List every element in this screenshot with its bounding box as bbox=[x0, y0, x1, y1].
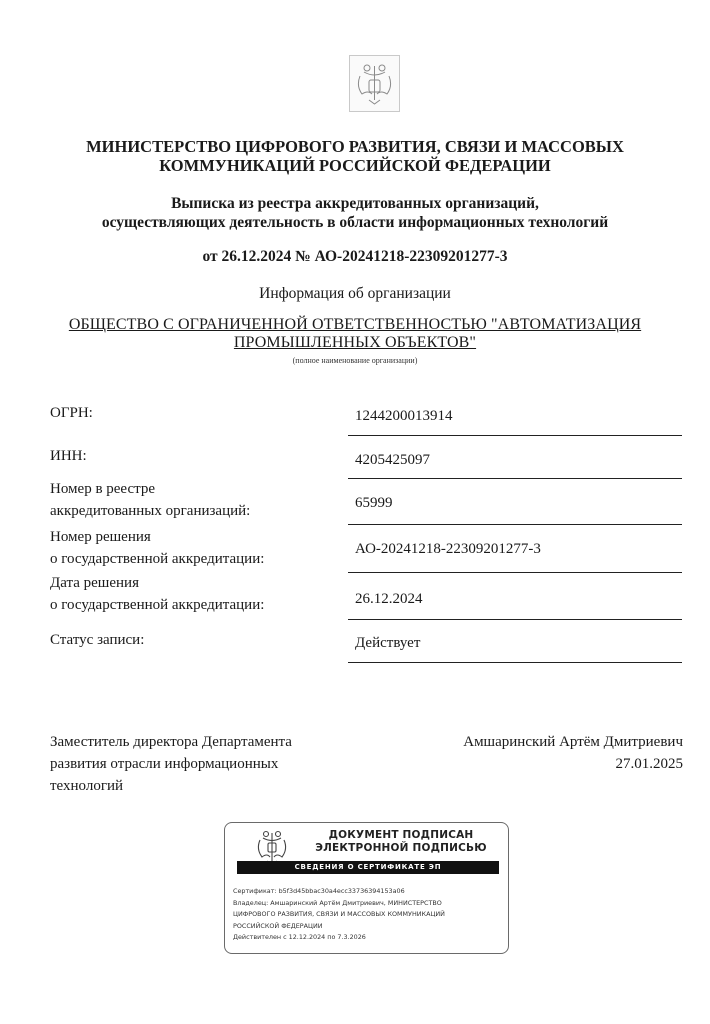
stamp-title-line-2: ЭЛЕКТРОННОЙ ПОДПИСЬЮ bbox=[315, 842, 487, 854]
organization-name-line-1: ОБЩЕСТВО С ОГРАНИЧЕННОЙ ОТВЕТСТВЕННОСТЬЮ "АВТОМАТИЗАЦИЯ bbox=[68, 316, 642, 333]
field-decision-number-label-line-2: о государственной аккредитации: bbox=[50, 551, 265, 567]
field-registry-number-label-line-1: Номер в реестре bbox=[50, 481, 156, 497]
stamp-validity: Действителен с 12.12.2024 по 7.3.2026 bbox=[233, 933, 366, 942]
field-ogrn-underline bbox=[348, 435, 682, 436]
electronic-signature-stamp bbox=[224, 822, 509, 954]
signatory-position-line-2: развития отрасли информационных bbox=[50, 756, 279, 772]
document-title-line-1: Выписка из реестра аккредитованных организаций, bbox=[171, 195, 539, 212]
stamp-owner-line-3: РОССИЙСКОЙ ФЕДЕРАЦИИ bbox=[233, 921, 323, 930]
stamp-owner-line-1: Владелец: Амшаринский Артём Дмитриевич, МИНИСТЕРСТВО bbox=[233, 898, 442, 907]
document-number: от 26.12.2024 № АО-20241218-22309201277-3 bbox=[202, 248, 508, 265]
stamp-certificate-id: Сертификат: b5f3d45bbac30a4ecc33736394153a06 bbox=[233, 887, 405, 895]
field-decision-number-label bbox=[50, 526, 264, 570]
document-title bbox=[0, 194, 710, 232]
field-inn-underline bbox=[348, 478, 682, 479]
organization-name-caption: (полное наименование организации) bbox=[292, 356, 418, 365]
field-ogrn-label: ОГРН: bbox=[50, 405, 93, 421]
field-decision-number-label-line-1: Номер решения bbox=[50, 529, 151, 545]
signatory-position-line-1: Заместитель директора Департамента bbox=[50, 734, 292, 750]
field-registry-number-label bbox=[50, 478, 250, 522]
field-registry-number-underline bbox=[348, 524, 682, 525]
stamp-owner-line-2: ЦИФРОВОГО РАЗВИТИЯ, СВЯЗИ И МАССОВЫХ КОММУНИКАЦИЙ bbox=[233, 910, 445, 919]
organization-full-name bbox=[0, 316, 710, 352]
organization-name-line-2: ПРОМЫШЛЕННЫХ ОБЪЕКТОВ" bbox=[233, 334, 477, 351]
stamp-certificate-bar: СВЕДЕНИЯ О СЕРТИФИКАТЕ ЭП bbox=[237, 861, 499, 874]
stamp-title-line-1: ДОКУМЕНТ ПОДПИСАН bbox=[328, 829, 474, 841]
signatory-position-line-3: технологий bbox=[50, 778, 124, 794]
field-decision-date-label-line-1: Дата решения bbox=[50, 575, 139, 591]
signatory-date: 27.01.2025 bbox=[615, 756, 683, 772]
field-decision-date-label-line-2: о государственной аккредитации: bbox=[50, 597, 265, 613]
field-status-underline bbox=[348, 662, 682, 663]
field-ogrn-value: 1244200013914 bbox=[355, 408, 453, 424]
field-inn-value: 4205425097 bbox=[355, 452, 430, 468]
signatory-details bbox=[463, 731, 683, 775]
field-status-label: Статус записи: bbox=[50, 632, 145, 648]
field-registry-number-value: 65999 bbox=[355, 495, 393, 511]
ministry-name bbox=[0, 137, 710, 175]
field-decision-date-value: 26.12.2024 bbox=[355, 591, 423, 607]
field-decision-number-underline bbox=[348, 572, 682, 573]
coat-of-arms-emblem bbox=[349, 55, 400, 112]
stamp-certificate-details bbox=[233, 886, 503, 944]
ministry-line-1: МИНИСТЕРСТВО ЦИФРОВОГО РАЗВИТИЯ, СВЯЗИ И МАССОВЫХ bbox=[86, 137, 624, 156]
field-decision-date-label bbox=[50, 572, 264, 616]
field-registry-number-label-line-2: аккредитованных организаций: bbox=[50, 503, 251, 519]
signatory-name: Амшаринский Артём Дмитриевич bbox=[463, 734, 683, 750]
signatory-position bbox=[50, 731, 340, 797]
organization-info-heading: Информация об организации bbox=[259, 285, 451, 302]
field-decision-date-underline bbox=[348, 619, 682, 620]
stamp-title bbox=[301, 829, 501, 855]
document-title-line-2: осуществляющих деятельность в области информационных технологий bbox=[101, 214, 609, 231]
field-inn-label: ИНН: bbox=[50, 448, 87, 464]
field-status-value: Действует bbox=[355, 635, 421, 651]
field-decision-number-value: АО-20241218-22309201277-3 bbox=[355, 541, 541, 557]
ministry-line-2: КОММУНИКАЦИЙ РОССИЙСКОЙ ФЕДЕРАЦИИ bbox=[159, 156, 551, 175]
